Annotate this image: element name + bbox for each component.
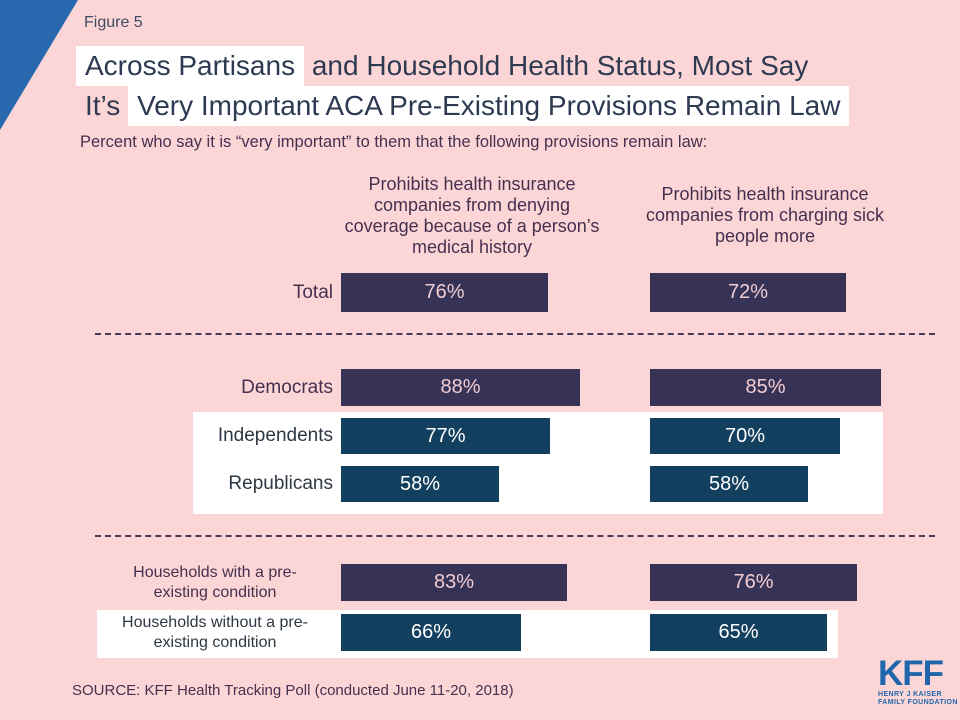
kff-logo [878,654,958,707]
bar-value-label: 58% [399,473,441,495]
row-label: Total [292,281,333,303]
dashed-separator-2 [95,535,935,537]
kff-logo-tagline-2: FAMILY FOUNDATION [878,699,958,706]
row-label: Households with a pre-existing condition [133,563,297,601]
title-line-2 [85,86,849,126]
title-line-1 [85,46,849,86]
bar-col1 [341,614,521,651]
title-line-2-prefix: It’s [85,90,129,121]
kff-logo-tagline-1: HENRY J KAISER [878,691,942,698]
figure-label: Figure 5 [84,14,143,31]
bar-value-label: 65% [718,621,759,643]
bar-value-label: 66% [410,621,452,643]
bar-value-label: 70% [724,425,766,447]
title-line-1-highlight: Across Partisans [76,46,304,86]
row-label: Households without a pre-existing condition [122,613,308,651]
column-header-2: Prohibits health insurance companies from charging sick people more [645,184,885,246]
corner-triangle [0,0,78,130]
bar-col2 [650,418,840,454]
bar-value-label: 85% [745,376,786,398]
row-label: Democrats [241,376,333,398]
title-line-2-highlight: Very Important ACA Pre-Existing Provisions Remain Law [128,86,849,126]
bar-value-label: 58% [708,473,750,495]
bar-col1 [341,564,567,601]
bar-value-label: 83% [433,571,475,593]
row-label: Republicans [228,473,333,494]
bar-value-label: 88% [440,376,481,398]
chart-title [85,46,849,126]
source-note: SOURCE: KFF Health Tracking Poll (conducted June 11-20, 2018) [72,682,514,699]
bar-value-label: 76% [733,571,774,593]
column-header-1: Prohibits health insurance companies from denying coverage because of a person’s medical history [344,174,600,257]
chart-subtitle: Percent who say it is “very important” to them that the following provisions remain law: [80,133,708,151]
bar-col1 [341,466,499,502]
bar-col2 [650,369,881,406]
bar-value-label: 76% [424,281,465,303]
bar-value-label: 77% [425,425,466,447]
bar-col2 [650,564,857,601]
bar-col2 [650,273,846,312]
bar-col2 [650,614,827,651]
bar-col1 [341,418,550,454]
bar-col1 [341,369,580,406]
dashed-separator-1 [95,333,935,335]
bar-col1 [341,273,548,312]
kff-logo-text: KFF [878,654,944,693]
bar-value-label: 72% [727,281,769,303]
row-label: Independents [217,425,333,446]
bar-col2 [650,466,808,502]
title-line-1-rest: and Household Health Status, Most Say [304,50,809,81]
